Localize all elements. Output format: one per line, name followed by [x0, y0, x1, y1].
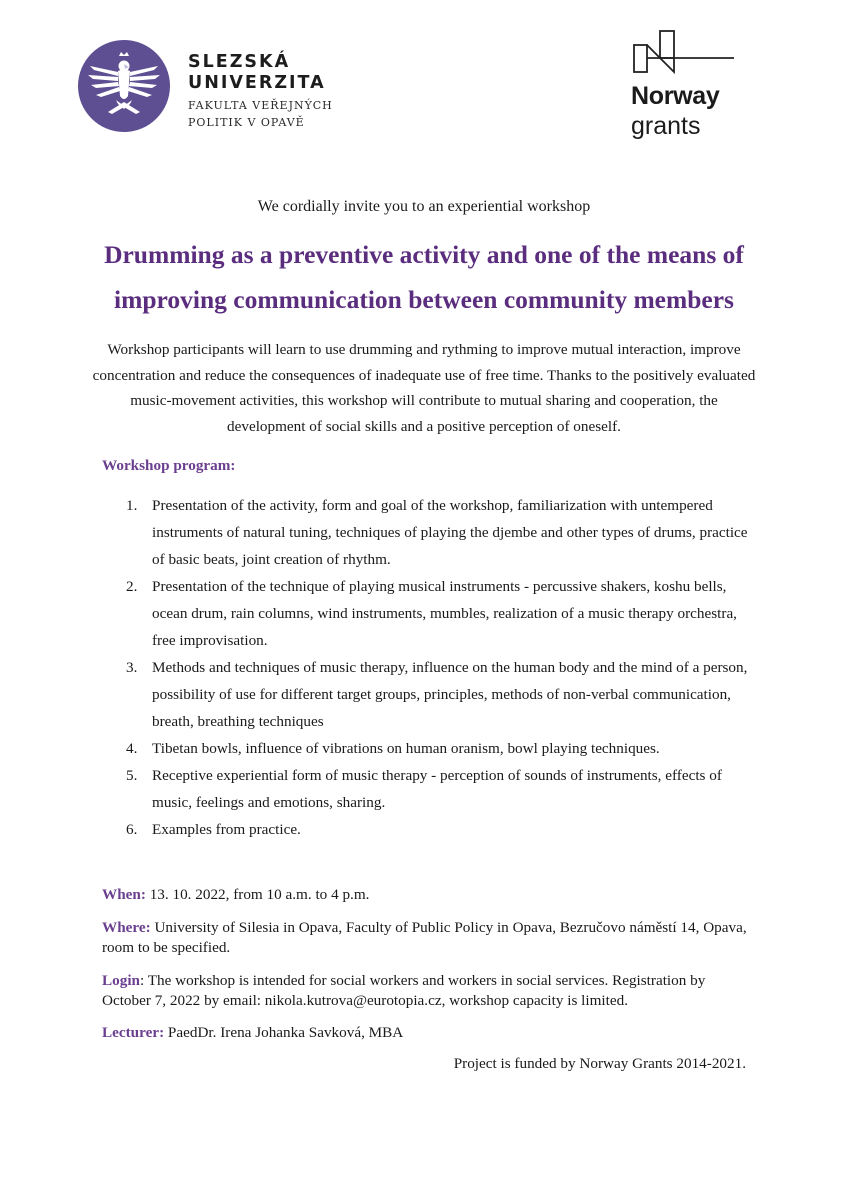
norway-grants-line1: Norway: [631, 82, 720, 110]
program-item-text: Tibetan bowls, influence of vibrations on human oranism, bowl playing techniques.: [152, 740, 660, 757]
when-label: When:: [102, 886, 146, 903]
program-item-number: 4.: [126, 740, 138, 757]
when-value: 13. 10. 2022, from 10 a.m. to 4 p.m.: [149, 886, 370, 903]
faculty-name-line2: POLITIK V OPAVĚ: [188, 116, 305, 129]
program-item: [102, 573, 762, 654]
lecturer-value: PaedDr. Irena Johanka Savková, MBA: [167, 1024, 404, 1041]
program-item-number: 6.: [126, 821, 138, 838]
faculty-name: [188, 97, 333, 131]
where-label: Where:: [102, 919, 151, 936]
norway-grants-logo-icon: [630, 28, 740, 76]
intro-paragraph: Workshop participants will learn to use drumming and rythming to improve mutual interaction, improve concentration and reduce the consequences of inadequate use of free time. Thanks to the positively evaluated music-movement activities, this workshop will contribute to mutual sharing and cooperation, the development of social skills and a positive perception of oneself.: [92, 341, 756, 435]
invitation-text: We cordially invite you to an experiential workshop: [257, 198, 591, 215]
university-name-line1: SLEZSKÁ: [188, 52, 291, 72]
university-name-line2: UNIVERZITA: [188, 73, 326, 93]
login-detail: [102, 971, 752, 1011]
where-detail: [102, 918, 752, 958]
program-item-text: Examples from practice.: [152, 821, 301, 838]
lecturer-detail: [102, 1023, 752, 1043]
university-wordmark: [188, 52, 333, 131]
program-item: [102, 762, 762, 816]
where-value: University of Silesia in Opava, Faculty of Public Policy in Opava, Bezručovo náměstí 14, Opava, room to be specified.: [102, 919, 747, 956]
when-detail: [102, 885, 752, 905]
program-item-text: Methods and techniques of music therapy, influence on the human body and the mind of a person, possibility of use for different target groups, principles, methods of non-verbal communication, breath, breathing techniques: [152, 659, 748, 730]
program-heading: Workshop program:: [102, 457, 236, 474]
program-item: [102, 492, 762, 573]
program-list: [102, 492, 762, 843]
workshop-title: Drumming as a preventive activity and one of the means of improving communication between community members: [104, 240, 744, 314]
program-item-text: Presentation of the activity, form and goal of the workshop, familiarization with untempered instruments of natural tuning, techniques of playing the djembe and other types of drums, practice of basic beats, joint creation of rhythm.: [152, 497, 748, 568]
program-item-number: 2.: [126, 578, 138, 595]
norway-grants-line2: grants: [631, 112, 701, 140]
university-logo-icon: [78, 40, 170, 132]
lecturer-label: Lecturer:: [102, 1024, 165, 1041]
program-item: [102, 735, 762, 762]
program-item-number: 5.: [126, 767, 138, 784]
program-item: [102, 816, 762, 843]
program-item-number: 3.: [126, 659, 138, 676]
login-value: : The workshop is intended for social workers and workers in social services. Registration by October 7, 2022 by email: nikola.kutrova@eurotopia.cz, workshop capacity is limited.: [102, 972, 706, 1009]
program-item-text: Receptive experiential form of music therapy - perception of sounds of instruments, effects of music, feelings and emotions, sharing.: [152, 767, 722, 811]
program-item: [102, 654, 762, 735]
faculty-name-line1: FAKULTA VEŘEJNÝCH: [188, 99, 333, 112]
login-label: Login: [102, 972, 140, 989]
program-item-number: 1.: [126, 497, 138, 514]
program-item-text: Presentation of the technique of playing musical instruments - percussive shakers, koshu bells, ocean drum, rain columns, wind instruments, mumbles, realization of a music therapy orchestra, free improvisation.: [152, 578, 737, 649]
funding-note: Project is funded by Norway Grants 2014-2021.: [453, 1055, 746, 1072]
